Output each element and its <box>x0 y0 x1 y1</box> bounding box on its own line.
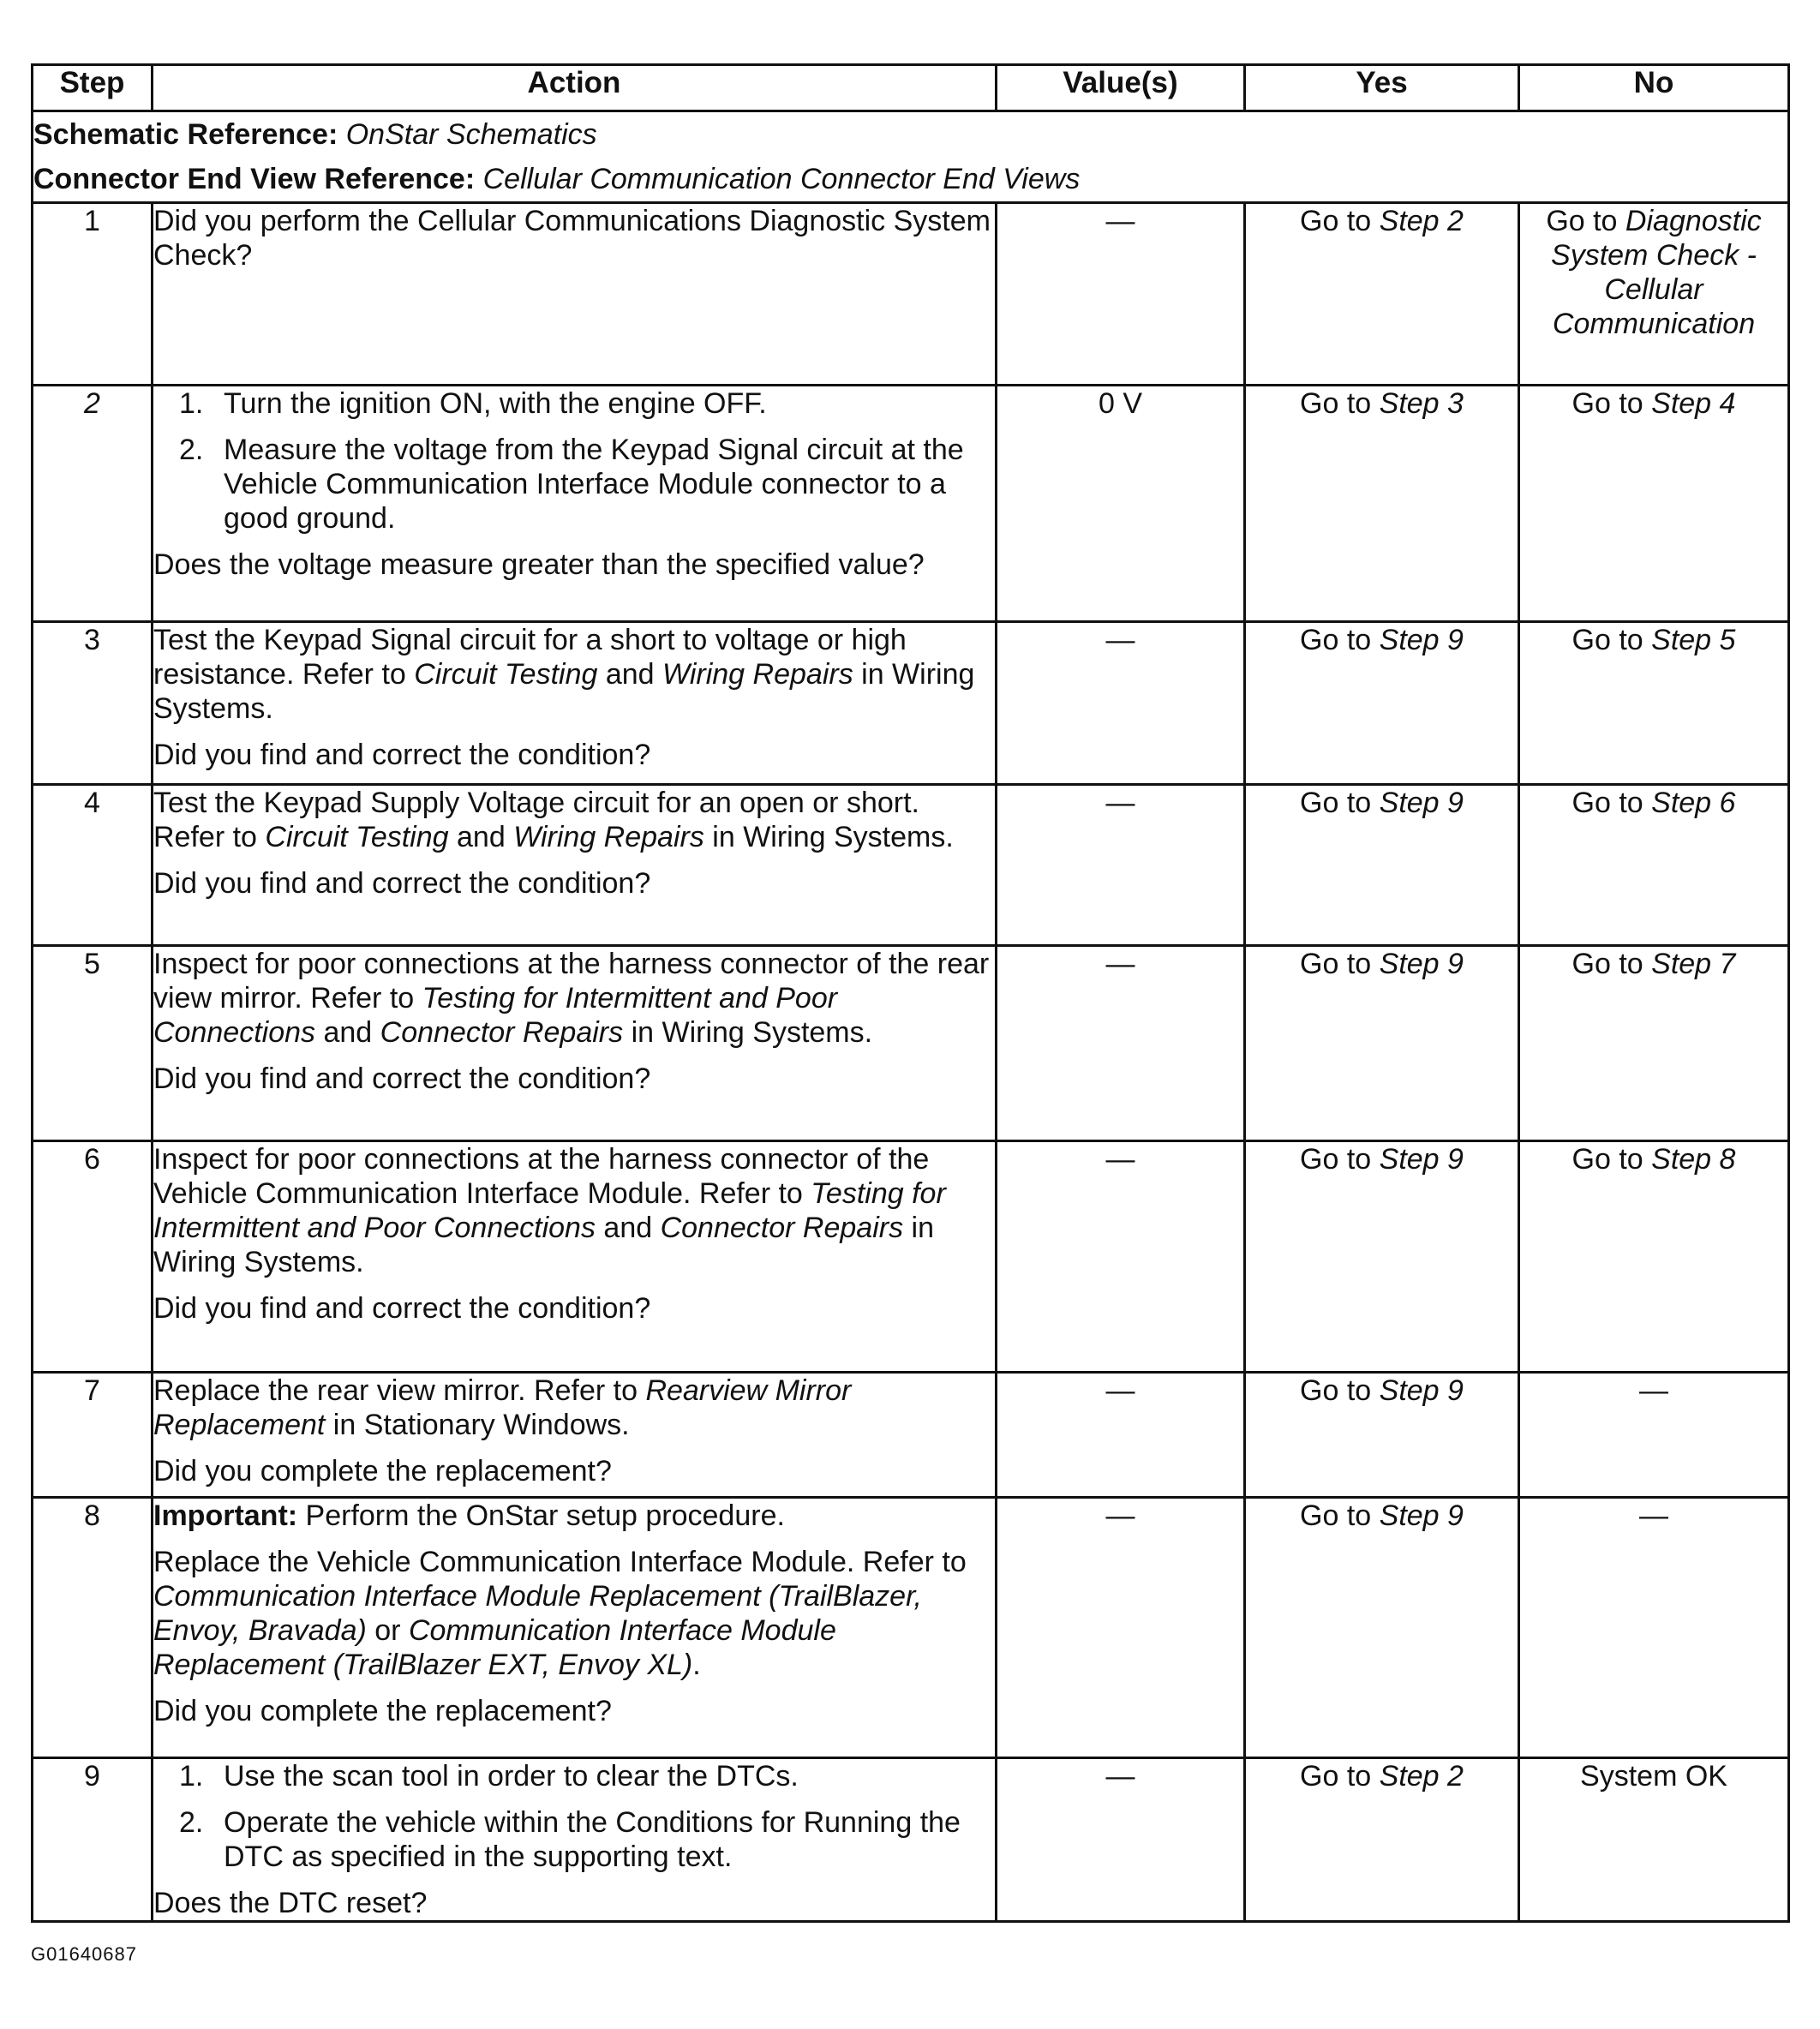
action-cell <box>153 1498 997 1758</box>
list-text: Use the scan tool in order to clear the DTCs. <box>224 1760 799 1793</box>
step-number: 4 <box>33 785 153 946</box>
instruction-reference: Connector Repairs <box>380 1016 624 1049</box>
list-text: Measure the voltage from the Keypad Signal circuit at the Vehicle Communication Interface Module connector to a good ground. <box>224 434 964 535</box>
action-question: Does the voltage measure greater than the specified value? <box>153 548 925 581</box>
action-list-item <box>179 433 995 536</box>
action-question: Did you find and correct the condition? <box>153 1292 651 1325</box>
step-number: 1 <box>33 203 153 386</box>
no-cell <box>1519 785 1789 946</box>
schematic-reference <box>33 112 1787 157</box>
instruction-text: Inspect for poor connections at the harness connector of the Vehicle Communication Interface Module. Refer to <box>153 1143 930 1210</box>
header-row <box>33 65 1789 111</box>
action-cell <box>153 1141 997 1373</box>
no-cell <box>1519 946 1789 1141</box>
yes-prefix: Go to <box>1300 948 1380 980</box>
table-row <box>33 1498 1789 1758</box>
yes-prefix: Go to <box>1300 1374 1380 1407</box>
value-cell: — <box>997 622 1245 785</box>
list-text: Turn the ignition ON, with the engine OFF. <box>224 387 767 420</box>
action-instruction <box>153 1545 995 1682</box>
no-prefix: Go to <box>1572 787 1652 819</box>
step-number-text: 2 <box>84 387 100 420</box>
header-values: Value(s) <box>997 65 1245 111</box>
action-cell <box>153 386 997 622</box>
instruction-text: and <box>595 1212 661 1244</box>
instruction-text: Replace the rear view mirror. Refer to <box>153 1374 646 1407</box>
instruction-reference: Wiring Repairs <box>662 658 853 691</box>
action-list-item <box>179 1759 995 1793</box>
yes-reference: Step 2 <box>1379 205 1464 237</box>
instruction-reference: Communication Interface Module Replacement (TrailBlazer EXT, Envoy XL) <box>153 1614 836 1681</box>
important-note <box>153 1499 995 1533</box>
schematic-reference-value: OnStar Schematics <box>345 118 597 151</box>
instruction-text: Test the Keypad Supply Voltage circuit for an open or short. Refer to <box>153 787 919 853</box>
instruction-text: in Wiring Systems. <box>153 658 975 725</box>
no-prefix: Go to <box>1572 948 1652 980</box>
no-reference: Step 7 <box>1651 948 1736 980</box>
no-cell: System OK <box>1519 1758 1789 1922</box>
instruction-text: and <box>597 658 663 691</box>
yes-cell <box>1245 1498 1519 1758</box>
value-cell: — <box>997 1373 1245 1498</box>
no-prefix: Go to <box>1572 387 1652 420</box>
instruction-reference: Testing for Intermittent and Poor Connections <box>153 982 838 1049</box>
action-instruction <box>153 623 995 726</box>
value-cell: — <box>997 785 1245 946</box>
instruction-text: and <box>448 821 514 853</box>
table-row <box>33 386 1789 622</box>
action-instruction <box>153 786 995 854</box>
header-step: Step <box>33 65 153 111</box>
step-number <box>33 386 153 622</box>
yes-reference: Step 9 <box>1379 1499 1464 1532</box>
instruction-reference: Testing for Intermittent and Poor Connections <box>153 1177 946 1244</box>
references-cell <box>33 111 1789 203</box>
list-number: 2. <box>179 1806 204 1839</box>
table-row <box>33 622 1789 785</box>
action-question: Did you find and correct the condition? <box>153 867 651 900</box>
instruction-reference: Wiring Repairs <box>513 821 704 853</box>
value-cell: 0 V <box>997 386 1245 622</box>
action-cell <box>153 946 997 1141</box>
yes-cell <box>1245 946 1519 1141</box>
yes-reference: Step 9 <box>1379 787 1464 819</box>
yes-cell <box>1245 203 1519 386</box>
yes-cell <box>1245 785 1519 946</box>
yes-prefix: Go to <box>1300 1499 1380 1532</box>
no-reference: Diagnostic System Check - Cellular Communication <box>1551 205 1762 340</box>
no-reference: Step 4 <box>1651 387 1736 420</box>
instruction-reference: Circuit Testing <box>414 658 598 691</box>
yes-reference: Step 3 <box>1379 387 1464 420</box>
no-reference: Step 5 <box>1651 624 1736 656</box>
header-action: Action <box>153 65 997 111</box>
instruction-text: in Wiring Systems. <box>153 1212 934 1278</box>
action-list-item <box>179 386 995 421</box>
action-cell <box>153 1758 997 1922</box>
instruction-reference: Rearview Mirror Replacement <box>153 1374 852 1441</box>
step-number: 8 <box>33 1498 153 1758</box>
value-cell: — <box>997 1141 1245 1373</box>
no-cell: — <box>1519 1498 1789 1758</box>
instruction-text: Inspect for poor connections at the harness connector of the rear view mirror. Refer to <box>153 948 990 1014</box>
action-question: Did you find and correct the condition? <box>153 1062 651 1095</box>
instruction-text: and <box>315 1016 380 1049</box>
instruction-text: in Wiring Systems. <box>623 1016 873 1049</box>
yes-reference: Step 9 <box>1379 1143 1464 1176</box>
instruction-text: . <box>692 1649 701 1681</box>
action-cell <box>153 1373 997 1498</box>
step-number: 6 <box>33 1141 153 1373</box>
action-instruction <box>153 1142 995 1279</box>
table-row <box>33 203 1789 386</box>
no-prefix: Go to <box>1546 205 1625 237</box>
action-question: Did you find and correct the condition? <box>153 739 651 771</box>
instruction-text: in Stationary Windows. <box>325 1409 630 1441</box>
no-prefix: Go to <box>1572 1143 1652 1176</box>
instruction-text: Replace the Vehicle Communication Interface Module. Refer to <box>153 1546 967 1578</box>
list-number: 2. <box>179 434 204 466</box>
action-question: Does the DTC reset? <box>153 1887 428 1919</box>
yes-prefix: Go to <box>1300 387 1380 420</box>
action-instruction <box>153 1374 995 1442</box>
yes-prefix: Go to <box>1300 787 1380 819</box>
header-yes: Yes <box>1245 65 1519 111</box>
header-no: No <box>1519 65 1789 111</box>
instruction-reference: Circuit Testing <box>265 821 449 853</box>
yes-reference: Step 9 <box>1379 948 1464 980</box>
important-text: Perform the OnStar setup procedure. <box>297 1499 785 1532</box>
important-label: Important: <box>153 1499 298 1532</box>
step-number: 5 <box>33 946 153 1141</box>
no-cell <box>1519 203 1789 386</box>
action-instruction <box>153 947 995 1050</box>
yes-reference: Step 9 <box>1379 1374 1464 1407</box>
table-row <box>33 946 1789 1141</box>
yes-reference: Step 2 <box>1379 1760 1464 1793</box>
no-cell: — <box>1519 1373 1789 1498</box>
no-reference: Step 8 <box>1651 1143 1736 1176</box>
value-cell: — <box>997 1498 1245 1758</box>
connector-reference-label: Connector End View Reference: <box>33 163 476 195</box>
action-cell <box>153 785 997 946</box>
reference-row <box>33 111 1789 203</box>
value-cell: — <box>997 203 1245 386</box>
yes-cell <box>1245 1141 1519 1373</box>
instruction-text: or <box>366 1614 409 1647</box>
action-cell <box>153 622 997 785</box>
value-cell: — <box>997 946 1245 1141</box>
yes-prefix: Go to <box>1300 1143 1380 1176</box>
yes-prefix: Go to <box>1300 624 1380 656</box>
table-row <box>33 1373 1789 1498</box>
yes-cell <box>1245 386 1519 622</box>
instruction-text: Test the Keypad Signal circuit for a short to voltage or high resistance. Refer to <box>153 624 907 691</box>
step-number: 3 <box>33 622 153 785</box>
instruction-text: in Wiring Systems. <box>703 821 954 853</box>
action-question: Did you complete the replacement? <box>153 1695 612 1727</box>
action-question: Did you complete the replacement? <box>153 1455 612 1487</box>
no-reference: Step 6 <box>1651 787 1736 819</box>
yes-prefix: Go to <box>1300 205 1380 237</box>
connector-reference <box>33 157 1787 201</box>
yes-reference: Step 9 <box>1379 624 1464 656</box>
table-row <box>33 1141 1789 1373</box>
action-list-item <box>179 1805 995 1874</box>
schematic-reference-label: Schematic Reference: <box>33 118 338 151</box>
list-number: 1. <box>179 1760 204 1793</box>
list-number: 1. <box>179 387 204 420</box>
step-number: 7 <box>33 1373 153 1498</box>
figure-id: G01640687 <box>31 1943 137 1965</box>
no-prefix: Go to <box>1572 624 1652 656</box>
table-row <box>33 1758 1789 1922</box>
action-question: Did you perform the Cellular Communications Diagnostic System Check? <box>153 205 991 272</box>
yes-prefix: Go to <box>1300 1760 1380 1793</box>
action-cell <box>153 203 997 386</box>
connector-reference-value: Cellular Communication Connector End Views <box>482 163 1081 195</box>
yes-cell <box>1245 622 1519 785</box>
yes-cell <box>1245 1758 1519 1922</box>
list-text: Operate the vehicle within the Conditions for Running the DTC as specified in the supporting text. <box>224 1806 961 1873</box>
yes-cell <box>1245 1373 1519 1498</box>
table-row <box>33 785 1789 946</box>
no-cell <box>1519 1141 1789 1373</box>
no-cell <box>1519 386 1789 622</box>
step-number: 9 <box>33 1758 153 1922</box>
diagnostic-table <box>31 63 1790 1923</box>
instruction-reference: Communication Interface Module Replacement (TrailBlazer, Envoy, Bravada) <box>153 1580 922 1647</box>
instruction-reference: Connector Repairs <box>660 1212 904 1244</box>
value-cell: — <box>997 1758 1245 1922</box>
no-cell <box>1519 622 1789 785</box>
